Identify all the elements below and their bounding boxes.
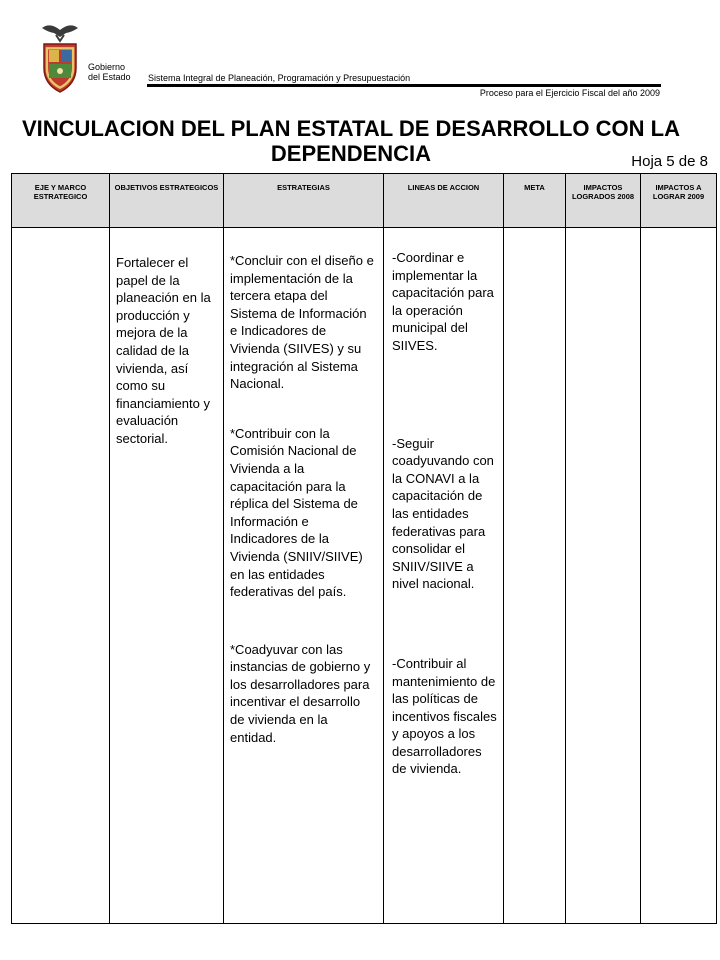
cell-meta [504,228,566,924]
strategy-item: *Contribuir con la Comisión Nacional de Vivienda a la capacitación para la réplica del Sistema de Información e Indicadores de la Vivienda (SNIIV/SIIVE) en las entidades federativas del país. [230,425,363,600]
col-header-meta: META [504,174,566,228]
system-name: Sistema Integral de Planeación, Programación y Presupuestación [148,73,411,83]
table-row [12,228,717,924]
col-header-impactos-2008: IMPACTOS LOGRADOS 2008 [566,174,641,228]
col-header-estrategias: ESTRATEGIAS [224,174,384,228]
process-text: Proceso para el Ejercicio Fiscal del año 2009 [479,88,660,98]
state-seal-logo [36,20,84,96]
linkage-table [11,173,717,924]
strategy-item: *Concluir con el diseño e implementación de la tercera etapa del Sistema de Información e Indicadores de Vivienda (SIIVES) y su integración al Sistema Nacional. [230,253,374,392]
cell-eje [12,228,110,924]
action-line-item: -Seguir coadyuvando con la CONAVI a la capacitación de las entidades federativas para consolidar el SNIIV/SIIVE a nivel nacional. [392,435,494,592]
action-line-item: -Contribuir al mantenimiento de las políticas de incentivos fiscales y apoyos a los desarrolladores de vivienda. [392,655,497,777]
col-header-impactos-2009: IMPACTOS A LOGRAR 2009 [641,174,717,228]
strategy-item: *Coadyuvar con las instancias de gobierno y los desarrolladores para incentivar el desarrollo de vivienda en la entidad. [230,641,371,745]
page-indicator: Hoja 5 de 8 [631,153,708,170]
col-header-eje: EJE Y MARCO ESTRATEGICO [12,174,110,228]
cell-lineas [384,228,504,924]
cell-estrategias [224,228,384,924]
col-header-objetivos: OBJETIVOS ESTRATEGICOS [110,174,224,228]
document-title: VINCULACION DEL PLAN ESTATAL DE DESARROLLO CON LA DEPENDENCIA [22,116,680,166]
cell-objetivo: Fortalecer el papel de la planeación en la producción y mejora de la calidad de la vivienda, así como su financiamiento y evaluación sectorial. [110,228,224,924]
cell-impactos-2008 [566,228,641,924]
col-header-lineas: LINEAS DE ACCION [384,174,504,228]
government-label: Gobierno del Estado [88,62,131,82]
header-rule [147,84,661,87]
action-line-item: -Coordinar e implementar la capacitación para la operación municipal del SIIVES. [392,250,494,353]
cell-impactos-2009 [641,228,717,924]
